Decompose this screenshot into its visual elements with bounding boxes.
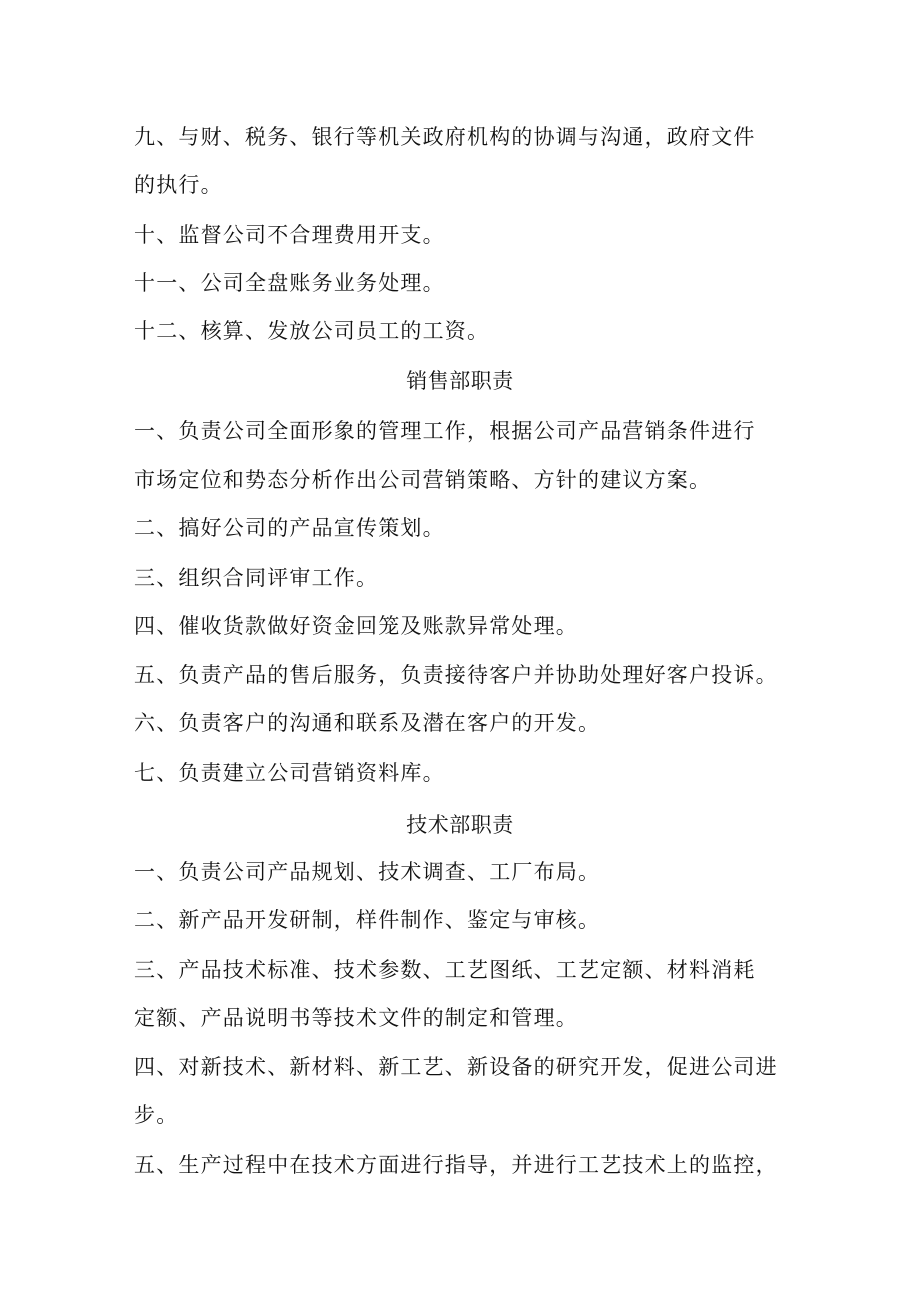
- tech-item-4-line-1: 四、对新技术、新材料、新工艺、新设备的研究开发，促进公司进: [134, 1055, 778, 1079]
- finance-item-11: 十一、公司全盘账务业务处理。: [134, 271, 445, 295]
- sales-item-7: 七、负责建立公司营销资料库。: [134, 761, 445, 785]
- tech-item-3-line-2: 定额、产品说明书等技术文件的制定和管理。: [134, 1006, 578, 1030]
- sales-item-3: 三、组织合同评审工作。: [134, 566, 379, 590]
- finance-item-9-line-2: 的执行。: [134, 173, 223, 197]
- sales-item-2: 二、搞好公司的产品宣传策划。: [134, 516, 445, 540]
- sales-item-6: 六、负责客户的沟通和联系及潜在客户的开发。: [134, 711, 601, 735]
- sales-section-heading: 销售部职责: [406, 369, 514, 393]
- finance-item-12: 十二、核算、发放公司员工的工资。: [134, 319, 490, 343]
- tech-item-1: 一、负责公司产品规划、技术调查、工厂布局。: [134, 860, 601, 884]
- sales-item-4: 四、催收货款做好资金回笼及账款异常处理。: [134, 614, 578, 638]
- tech-item-4-line-2: 步。: [134, 1103, 179, 1127]
- tech-item-5-line-1: 五、生产过程中在技术方面进行指导，并进行工艺技术上的监控，: [134, 1153, 778, 1177]
- tech-item-2: 二、新产品开发研制，样件制作、鉴定与审核。: [134, 908, 601, 932]
- finance-item-9-line-1: 九、与财、税务、银行等机关政府机构的协调与沟通，政府文件: [134, 125, 756, 149]
- tech-section-heading: 技术部职责: [406, 813, 514, 837]
- sales-item-5: 五、负责产品的售后服务，负责接待客户并协助处理好客户投诉。: [134, 663, 778, 687]
- finance-item-10: 十、监督公司不合理费用开支。: [134, 223, 445, 247]
- sales-item-1-line-2: 市场定位和势态分析作出公司营销策略、方针的建议方案。: [134, 468, 712, 492]
- sales-item-1-line-1: 一、负责公司全面形象的管理工作，根据公司产品营销条件进行: [134, 419, 756, 443]
- tech-item-3-line-1: 三、产品技术标准、技术参数、工艺图纸、工艺定额、材料消耗: [134, 958, 756, 982]
